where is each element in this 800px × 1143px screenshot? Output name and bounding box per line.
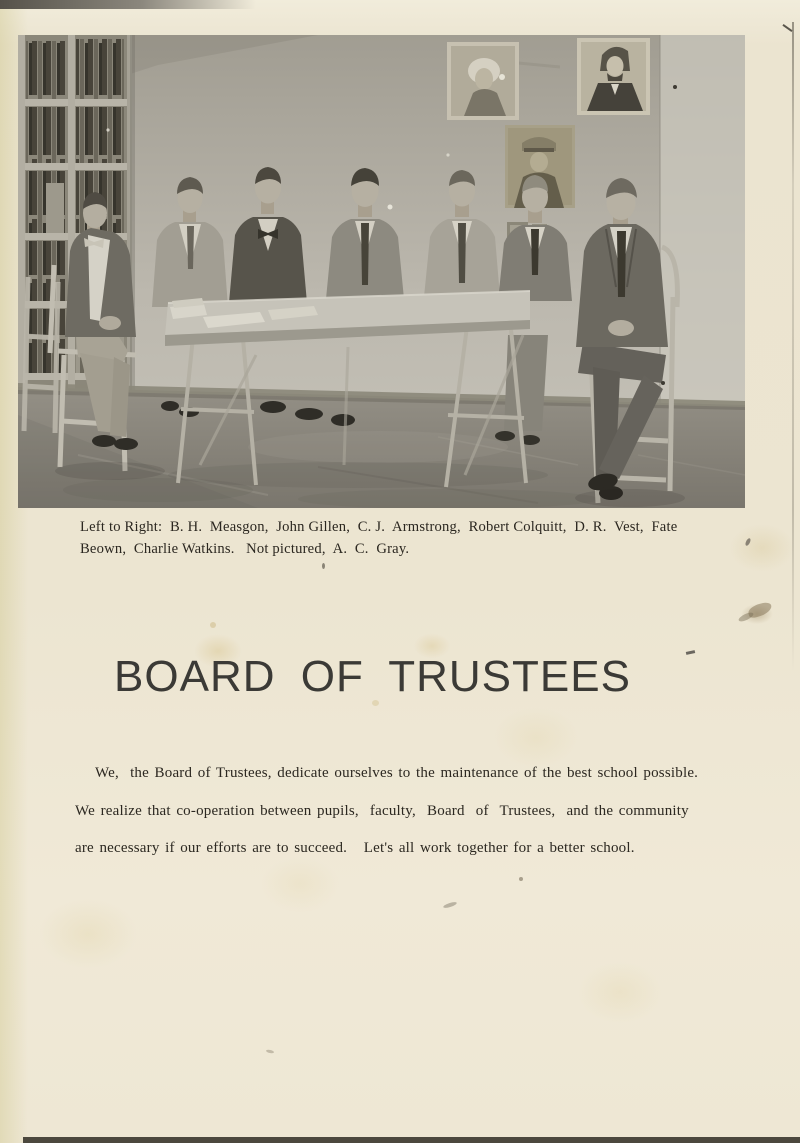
scan-mark: [443, 901, 458, 909]
board-photo: [18, 35, 745, 508]
page-title: BOARD OF TRUSTEES: [114, 652, 631, 701]
scan-edge-right: [792, 22, 794, 672]
photo-caption: [80, 517, 677, 560]
caption-line-1: Left to Right: B. H. Measgon, John Gillen, C. J. Armstrong, Robert Colquitt, D. R. Vest, Fate: [80, 519, 678, 535]
scan-edge-top: [0, 0, 256, 9]
scan-mark: [266, 1049, 274, 1054]
paragraph-line-2: We realize that co-operation between pupils, faculty, Board of Trustees, and the community: [75, 802, 689, 819]
portrait-lincoln: [577, 38, 650, 115]
page-stain: [745, 538, 751, 547]
caption-line-2: Beown, Charlie Watkins. Not pictured, A. C. Gray.: [80, 540, 410, 557]
page-stain: [372, 700, 379, 706]
scan-mark: [519, 877, 523, 881]
portrait-washington: [447, 42, 519, 120]
dedication-paragraph: [75, 765, 755, 878]
scan-edge-bottom: [23, 1137, 800, 1143]
photo-scene: [18, 35, 745, 508]
scan-mark: [322, 563, 325, 569]
paragraph-line-1: We, the Board of Trustees, dedicate ourselves to the maintenance of the best school possible.: [95, 765, 699, 781]
paragraph-line-3: are necessary if our efforts are to succeed. Let's all work together for a better school.: [75, 840, 635, 856]
page-stain: [210, 622, 216, 628]
